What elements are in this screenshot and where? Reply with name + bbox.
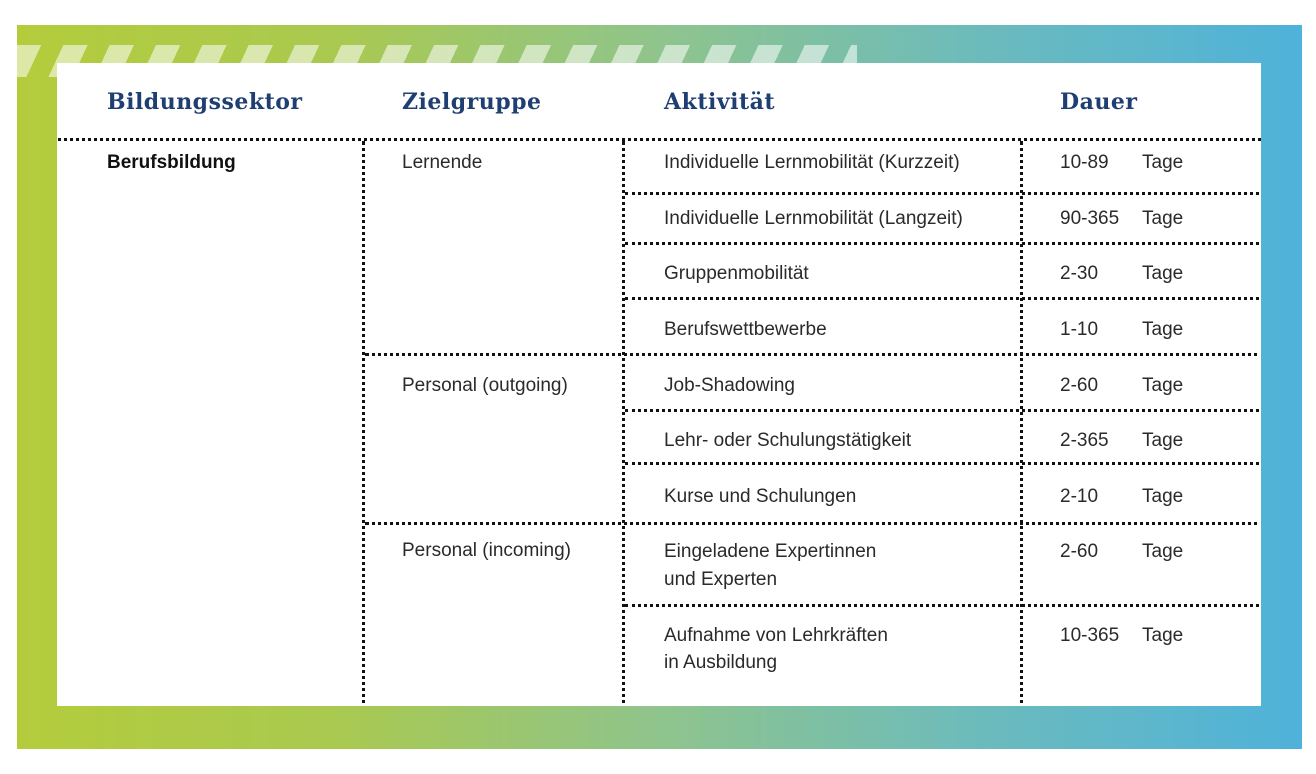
header-activity: Aktivität <box>664 89 776 115</box>
header-duration: Dauer <box>1060 89 1138 115</box>
duration-unit: Tage <box>1142 486 1184 507</box>
activity-cell: Berufswettbewerbe <box>664 319 827 340</box>
duration-range: 10-89 <box>1060 152 1109 173</box>
duration-unit: Tage <box>1142 375 1184 396</box>
activity-cell: Individuelle Lernmobilität (Langzeit) <box>664 208 963 229</box>
row-divider <box>625 604 1261 607</box>
header-sector: Bildungssektor <box>107 89 303 115</box>
activity-cell: Gruppenmobilität <box>664 263 809 284</box>
column-divider-3 <box>1020 141 1023 706</box>
duration-unit: Tage <box>1142 152 1184 173</box>
activity-cell: Aufnahme von Lehrkräften <box>664 625 888 646</box>
group-divider <box>365 522 1261 525</box>
activity-cell: Individuelle Lernmobilität (Kurzzeit) <box>664 152 960 173</box>
row-divider <box>625 409 1261 412</box>
duration-range: 2-60 <box>1060 541 1099 562</box>
duration-unit: Tage <box>1142 263 1184 284</box>
activity-cell: Lehr- oder Schulungstätigkeit <box>664 430 912 451</box>
row-divider <box>625 242 1261 245</box>
duration-range: 1-10 <box>1060 319 1099 340</box>
activity-cell: Eingeladene Expertinnen <box>664 541 877 562</box>
row-divider <box>625 297 1261 300</box>
header-target-group: Zielgruppe <box>402 89 542 115</box>
group-label: Personal (incoming) <box>402 540 571 561</box>
duration-unit: Tage <box>1142 625 1184 646</box>
activity-cell-line2: in Ausbildung <box>664 652 778 673</box>
duration-unit: Tage <box>1142 319 1184 340</box>
duration-range: 10-365 <box>1060 625 1120 646</box>
duration-range: 90-365 <box>1060 208 1120 229</box>
duration-range: 2-60 <box>1060 375 1099 396</box>
activity-cell: Job-Shadowing <box>664 375 795 396</box>
group-divider <box>365 353 1261 356</box>
duration-range: 2-10 <box>1060 486 1099 507</box>
mobility-table <box>57 63 1261 706</box>
activity-cell: Kurse und Schulungen <box>664 486 857 507</box>
duration-unit: Tage <box>1142 430 1184 451</box>
row-divider <box>625 192 1261 195</box>
column-divider-1 <box>362 141 365 706</box>
group-label: Personal (outgoing) <box>402 375 568 396</box>
column-divider-2 <box>622 141 625 706</box>
header-divider <box>57 138 1261 141</box>
duration-range: 2-365 <box>1060 430 1109 451</box>
row-divider <box>625 462 1261 465</box>
group-label: Lernende <box>402 152 483 173</box>
duration-range: 2-30 <box>1060 263 1099 284</box>
sector-label: Berufsbildung <box>107 152 236 173</box>
activity-cell-line2: und Experten <box>664 569 778 590</box>
duration-unit: Tage <box>1142 208 1184 229</box>
duration-unit: Tage <box>1142 541 1184 562</box>
